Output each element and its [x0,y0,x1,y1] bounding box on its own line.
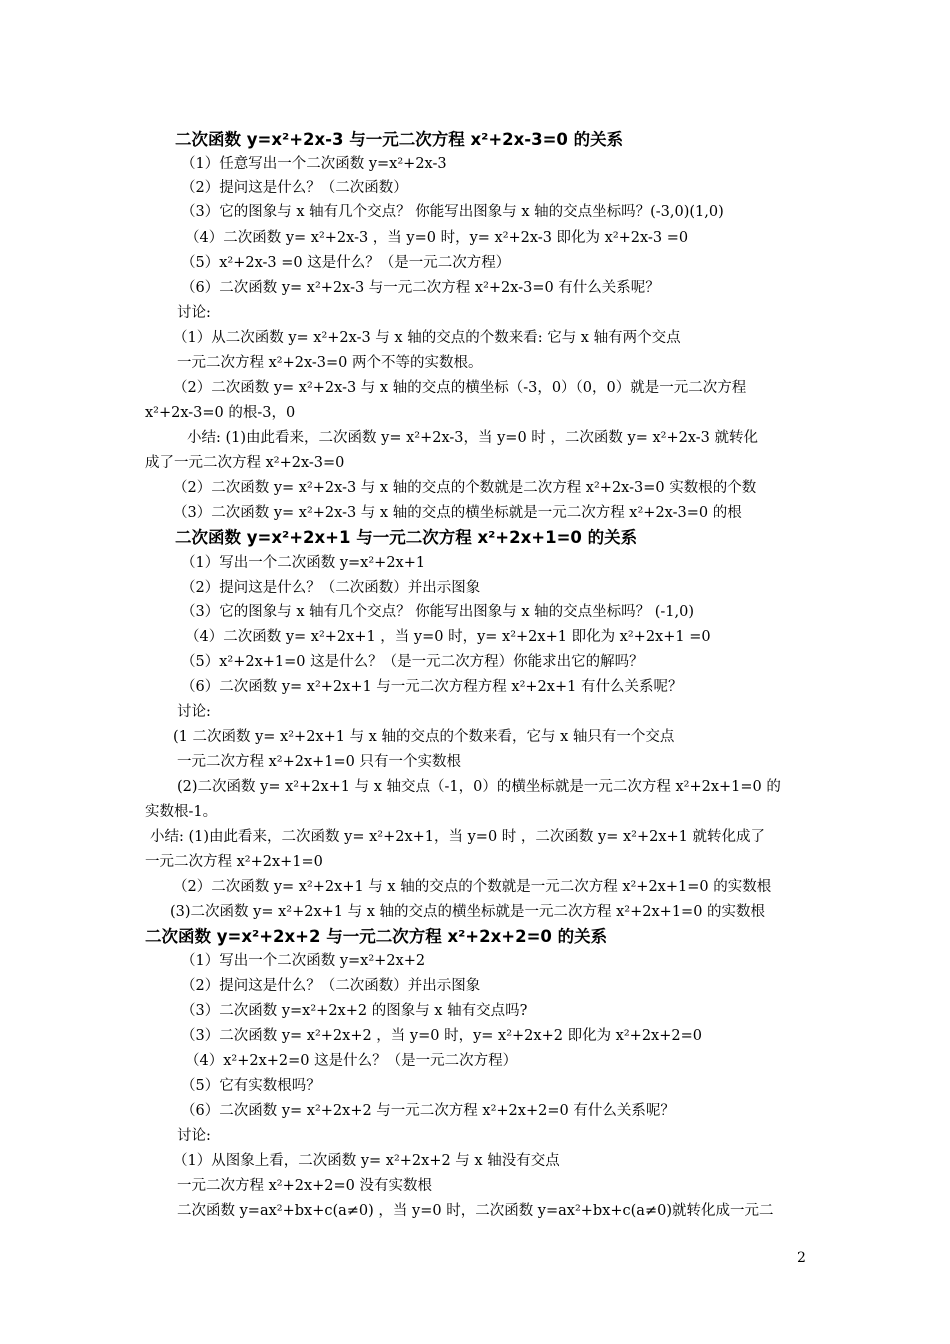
text-line: （3）它的图象与 x 轴有几个交点？ 你能写出图象与 x 轴的交点坐标吗？(-3,0)(1,0) [181,204,724,220]
text-line: （2）二次函数 y= x²+2x+1 与 x 轴的交点的个数就是一元二次方程 x²+2x+1=0 的实数根 [173,879,772,895]
text-line: （1）从图象上看，二次函数 y= x²+2x+2 与 x 轴没有交点 [173,1153,560,1169]
text-line: 一元二次方程 x²+2x+1=0 只有一个实数根 [177,754,462,770]
text-line: （1）任意写出一个二次函数 y=x²+2x-3 [181,156,447,172]
text-line: x²+2x-3=0 的根-3，0 [145,405,296,421]
text-line: （5）x²+2x-3 =0 这是什么？（是一元二次方程） [181,255,511,271]
text-line: （2）提问这是什么？（二次函数）并出示图象 [181,978,481,994]
text-line: 二次函数 y=ax²+bx+c(a≠0) ，当 y=0 时，二次函数 y=ax²+bx+c(a≠0)就转化成一元二 [177,1203,774,1219]
section-heading-2: 二次函数 y=x²+2x+1 与一元二次方程 x²+2x+1=0 的关系 [175,528,638,547]
text-line: （5）它有实数根吗？ [181,1078,321,1094]
text-line: （3）二次函数 y=x²+2x+2 的图象与 x 轴有交点吗? [181,1003,528,1019]
text-line: （6）二次函数 y= x²+2x+2 与一元二次方程 x²+2x+2=0 有什么关系呢？ [181,1103,675,1119]
text-line: 一元二次方程 x²+2x-3=0 两个不等的实数根。 [177,355,483,371]
text-line: （2）提问这是什么？（二次函数）并出示图象 [181,580,481,596]
text-line: 实数根-1。 [145,804,218,820]
text-line: （6）二次函数 y= x²+2x-3 与一元二次方程 x²+2x-3=0 有什么关系呢？ [181,280,660,296]
text-line: (2)二次函数 y= x²+2x+1 与 x 轴交点（-1，0）的横坐标就是一元二次方程 x²+2x+1=0 的 [177,779,781,795]
text-line: （2）二次函数 y= x²+2x-3 与 x 轴的交点的横坐标（-3，0）（0，0）就是一元二次方程 [173,380,747,396]
summary-line: 小结: (1)由此看来，二次函数 y= x²+2x+1，当 y=0 时 ，二次函数 y= x²+2x+1 就转化成了 [150,829,765,845]
text-line: （4）二次函数 y= x²+2x+1 ，当 y=0 时，y= x²+2x+1 即化为 x²+2x+1 =0 [185,629,711,645]
summary-line: 小结: (1)由此看来，二次函数 y= x²+2x-3，当 y=0 时 ，二次函数 y= x²+2x-3 就转化 [187,430,758,446]
text-line: （1）写出一个二次函数 y=x²+2x+1 [181,555,426,571]
text-line: （6）二次函数 y= x²+2x+1 与一元二次方程方程 x²+2x+1 有什么关系呢？ [181,679,683,695]
text-line: (1 二次函数 y= x²+2x+1 与 x 轴的交点的个数来看，它与 x 轴只有一个交点 [173,729,675,745]
text-line: （5）x²+2x+1=0 这是什么？（是一元二次方程）你能求出它的解吗？ [181,654,644,670]
discussion-label: 讨论: [177,704,211,720]
discussion-label: 讨论: [177,305,211,321]
text-line: （1）写出一个二次函数 y=x²+2x+2 [181,953,426,969]
text-line: （3）二次函数 y= x²+2x-3 与 x 轴的交点的横坐标就是一元二次方程 x²+2x-3=0 的根 [173,505,742,521]
section-heading-1: 二次函数 y=x²+2x-3 与一元二次方程 x²+2x-3=0 的关系 [175,130,624,149]
text-line: 一元二次方程 x²+2x+1=0 [145,854,323,870]
text-line: （3）二次函数 y= x²+2x+2 ，当 y=0 时，y= x²+2x+2 即化为 x²+2x+2=0 [181,1028,702,1044]
text-line: 一元二次方程 x²+2x+2=0 没有实数根 [177,1178,433,1194]
section-heading-3: 二次函数 y=x²+2x+2 与一元二次方程 x²+2x+2=0 的关系 [145,927,608,946]
text-line: （4）x²+2x+2=0 这是什么？（是一元二次方程） [185,1053,518,1069]
text-line: （1）从二次函数 y= x²+2x-3 与 x 轴的交点的个数来看: 它与 x 轴有两个交点 [173,330,681,346]
page-number: 2 [797,1250,806,1266]
text-line: （3）它的图象与 x 轴有几个交点？ 你能写出图象与 x 轴的交点坐标吗？ (-1,0) [181,604,695,620]
text-line: （4）二次函数 y= x²+2x-3 ，当 y=0 时，y= x²+2x-3 即化为 x²+2x-3 =0 [185,230,689,246]
text-line: （2）二次函数 y= x²+2x-3 与 x 轴的交点的个数就是二次方程 x²+2x-3=0 实数根的个数 [173,480,757,496]
text-line: （2）提问这是什么？（二次函数） [181,180,408,196]
text-line: (3)二次函数 y= x²+2x+1 与 x 轴的交点的横坐标就是一元二次方程 x²+2x+1=0 的实数根 [170,904,766,920]
discussion-label: 讨论: [177,1128,211,1144]
text-line: 成了一元二次方程 x²+2x-3=0 [145,455,345,471]
